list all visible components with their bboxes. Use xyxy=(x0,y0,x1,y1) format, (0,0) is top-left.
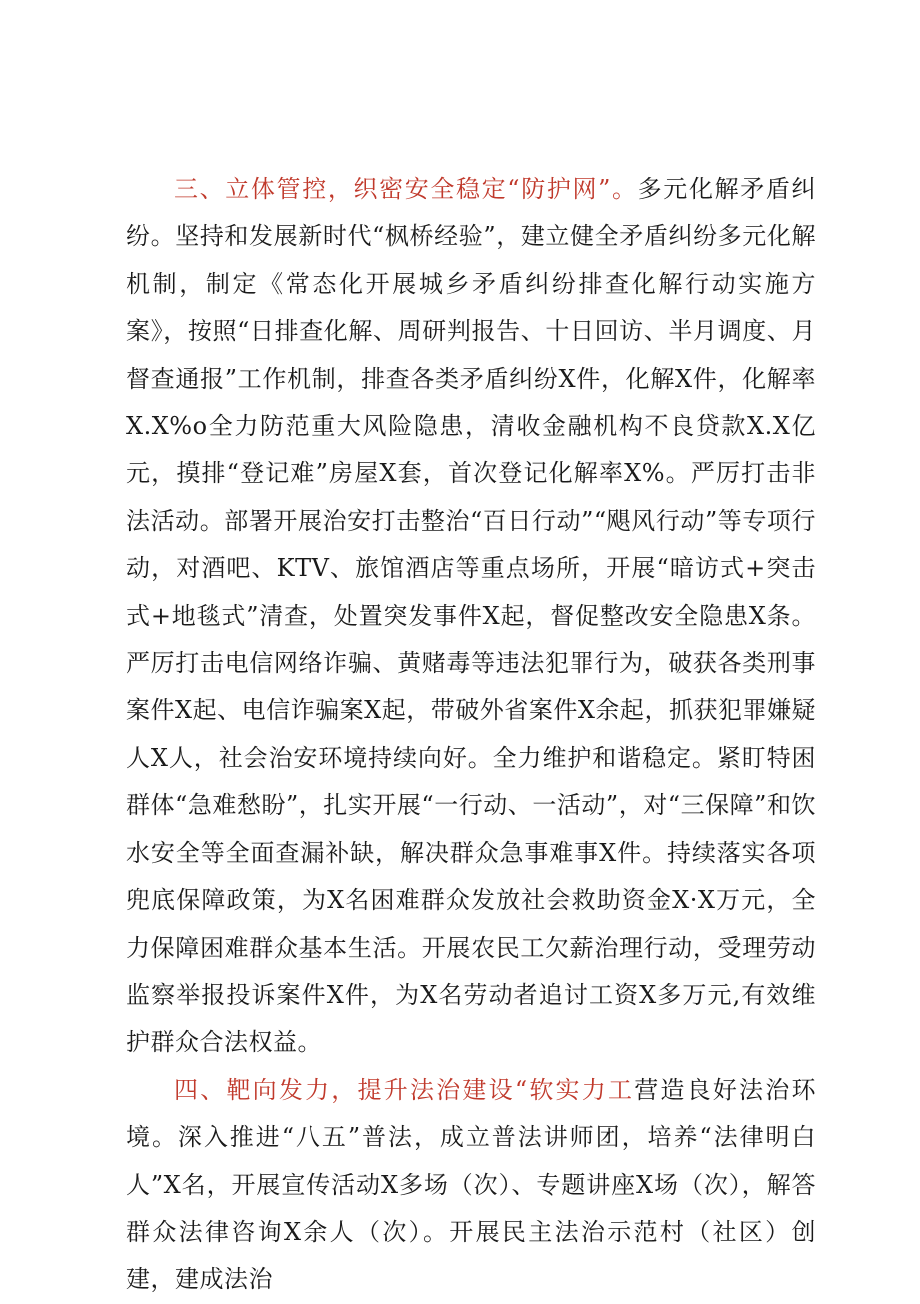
document-body xyxy=(126,166,816,1304)
section-3-body: 多元化解矛盾纠纷。坚持和发展新时代“枫桥经验”，建立健全矛盾纠纷多元化解机制，制定《常态化开展城乡矛盾纠纷排查化解行动实施方案》，按照“日排查化解、周研判报告、十日回访、半月调度、月督查通报”工作机制，排查各类矛盾纠纷X件，化解X件，化解率X.X%o全力防范重大风险隐患，清收金融机构不良贷款X.X亿元，摸排“登记难”房屋X套，首次登记化解率X%。严厉打击非法活动。部署开展治安打击整治“百日行动”“飓风行动”等专项行动，对酒吧、KTV、旅馆酒店等重点场所，开展“暗访式+突击式+地毯式”清查，处置突发事件X起，督促整改安全隐患X条。严厉打击电信网络诈骗、黄赌毒等违法犯罪行为，破获各类刑事案件X起、电信诈骗案X起，带破外省案件X余起，抓获犯罪嫌疑人X人，社会治安环境持续向好。全力维护和谐稳定。紧盯特困群体“急难愁盼”，扎实开展“一行动、一活动”，对“三保障”和饮水安全等全面查漏补缺，解决群众急事难事X件。持续落实各项兜底保障政策，为X名困难群众发放社会救助资金X·X万元，全力保障困难群众基本生活。开展农民工欠薪治理行动，受理劳动监察举报投诉案件X件，为X名劳动者追讨工资X多万元,有效维护群众合法权益。 xyxy=(126,175,817,1057)
paragraph-section-4 xyxy=(126,1067,816,1304)
section-3-heading: 三、立体管控，织密安全稳定“防护网”。 xyxy=(174,175,638,203)
section-4-body: 营造良好法治环境。深入推进“八五”普法，成立普法讲师团，培养“法律明白人”X名，开展宣传活动X多场（次）、专题讲座X场（次），解答群众法律咨询X余人（次）。开展民主法治示范村（社区）创建，建成法治 xyxy=(126,1075,816,1294)
section-4-heading: 四、靶向发力，提升法治建设“软实力工 xyxy=(174,1075,635,1104)
paragraph-section-3 xyxy=(126,166,816,1067)
